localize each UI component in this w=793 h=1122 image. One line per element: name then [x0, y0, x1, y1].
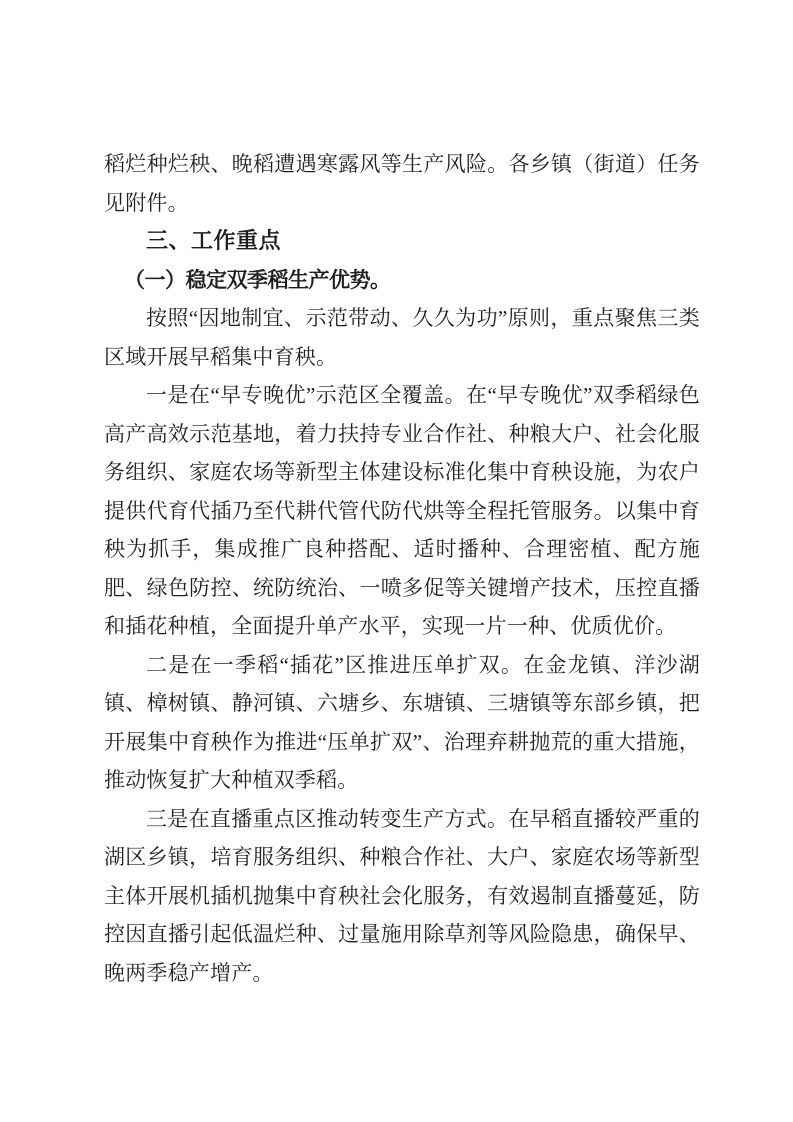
paragraph-continuation: 稻烂种烂秧、晚稻遭遇寒露风等生产风险。各乡镇（街道）任务见附件。: [104, 152, 700, 215]
paragraph-body: 按照“因地制宜、示范带动、久久为功”原则，重点聚焦三类区域开展早稻集中育秧。: [104, 306, 700, 369]
paragraph-body: 二是在一季稻“插花”区推进压单扩双。在金龙镇、洋沙湖镇、樟树镇、静河镇、六塘乡、东塘镇、三塘镇等东部乡镇，把开展集中育秧作为推进“压单扩双”、治理弃耕抛荒的重大措施，推动恢复扩大种植双季稻。: [104, 652, 700, 792]
section-heading: 三、工作重点: [146, 228, 282, 253]
subsection-heading: （一）稳定双季稻生产优势。: [124, 267, 391, 292]
paragraph-body: 一是在“早专晚优”示范区全覆盖。在“早专晚优”双季稻绿色高产高效示范基地，着力扶持专业合作社、种粮大户、社会化服务组织、家庭农场等新型主体建设标准化集中育秧设施，为农户提供代育代插乃至代耕代管代防代烘等全程托管服务。以集中育秧为抓手，集成推广良种搭配、适时播种、合理密植、配方施肥、绿色防控、统防统治、一喷多促等关键增产技术，压控直播和插花种植，全面提升单产水平，实现一片一种、优质优价。: [104, 383, 700, 638]
paragraph-body: 三是在直播重点区推动转变生产方式。在早稻直播较严重的湖区乡镇，培育服务组织、种粮合作社、大户、家庭农场等新型主体开展机插机抛集中育秧社会化服务，有效遏制直播蔓延，防控因直播引起低温烂种、过量施用除草剂等风险隐患，确保早、晚两季稳产增产。: [104, 806, 700, 985]
document-body: [104, 145, 700, 992]
